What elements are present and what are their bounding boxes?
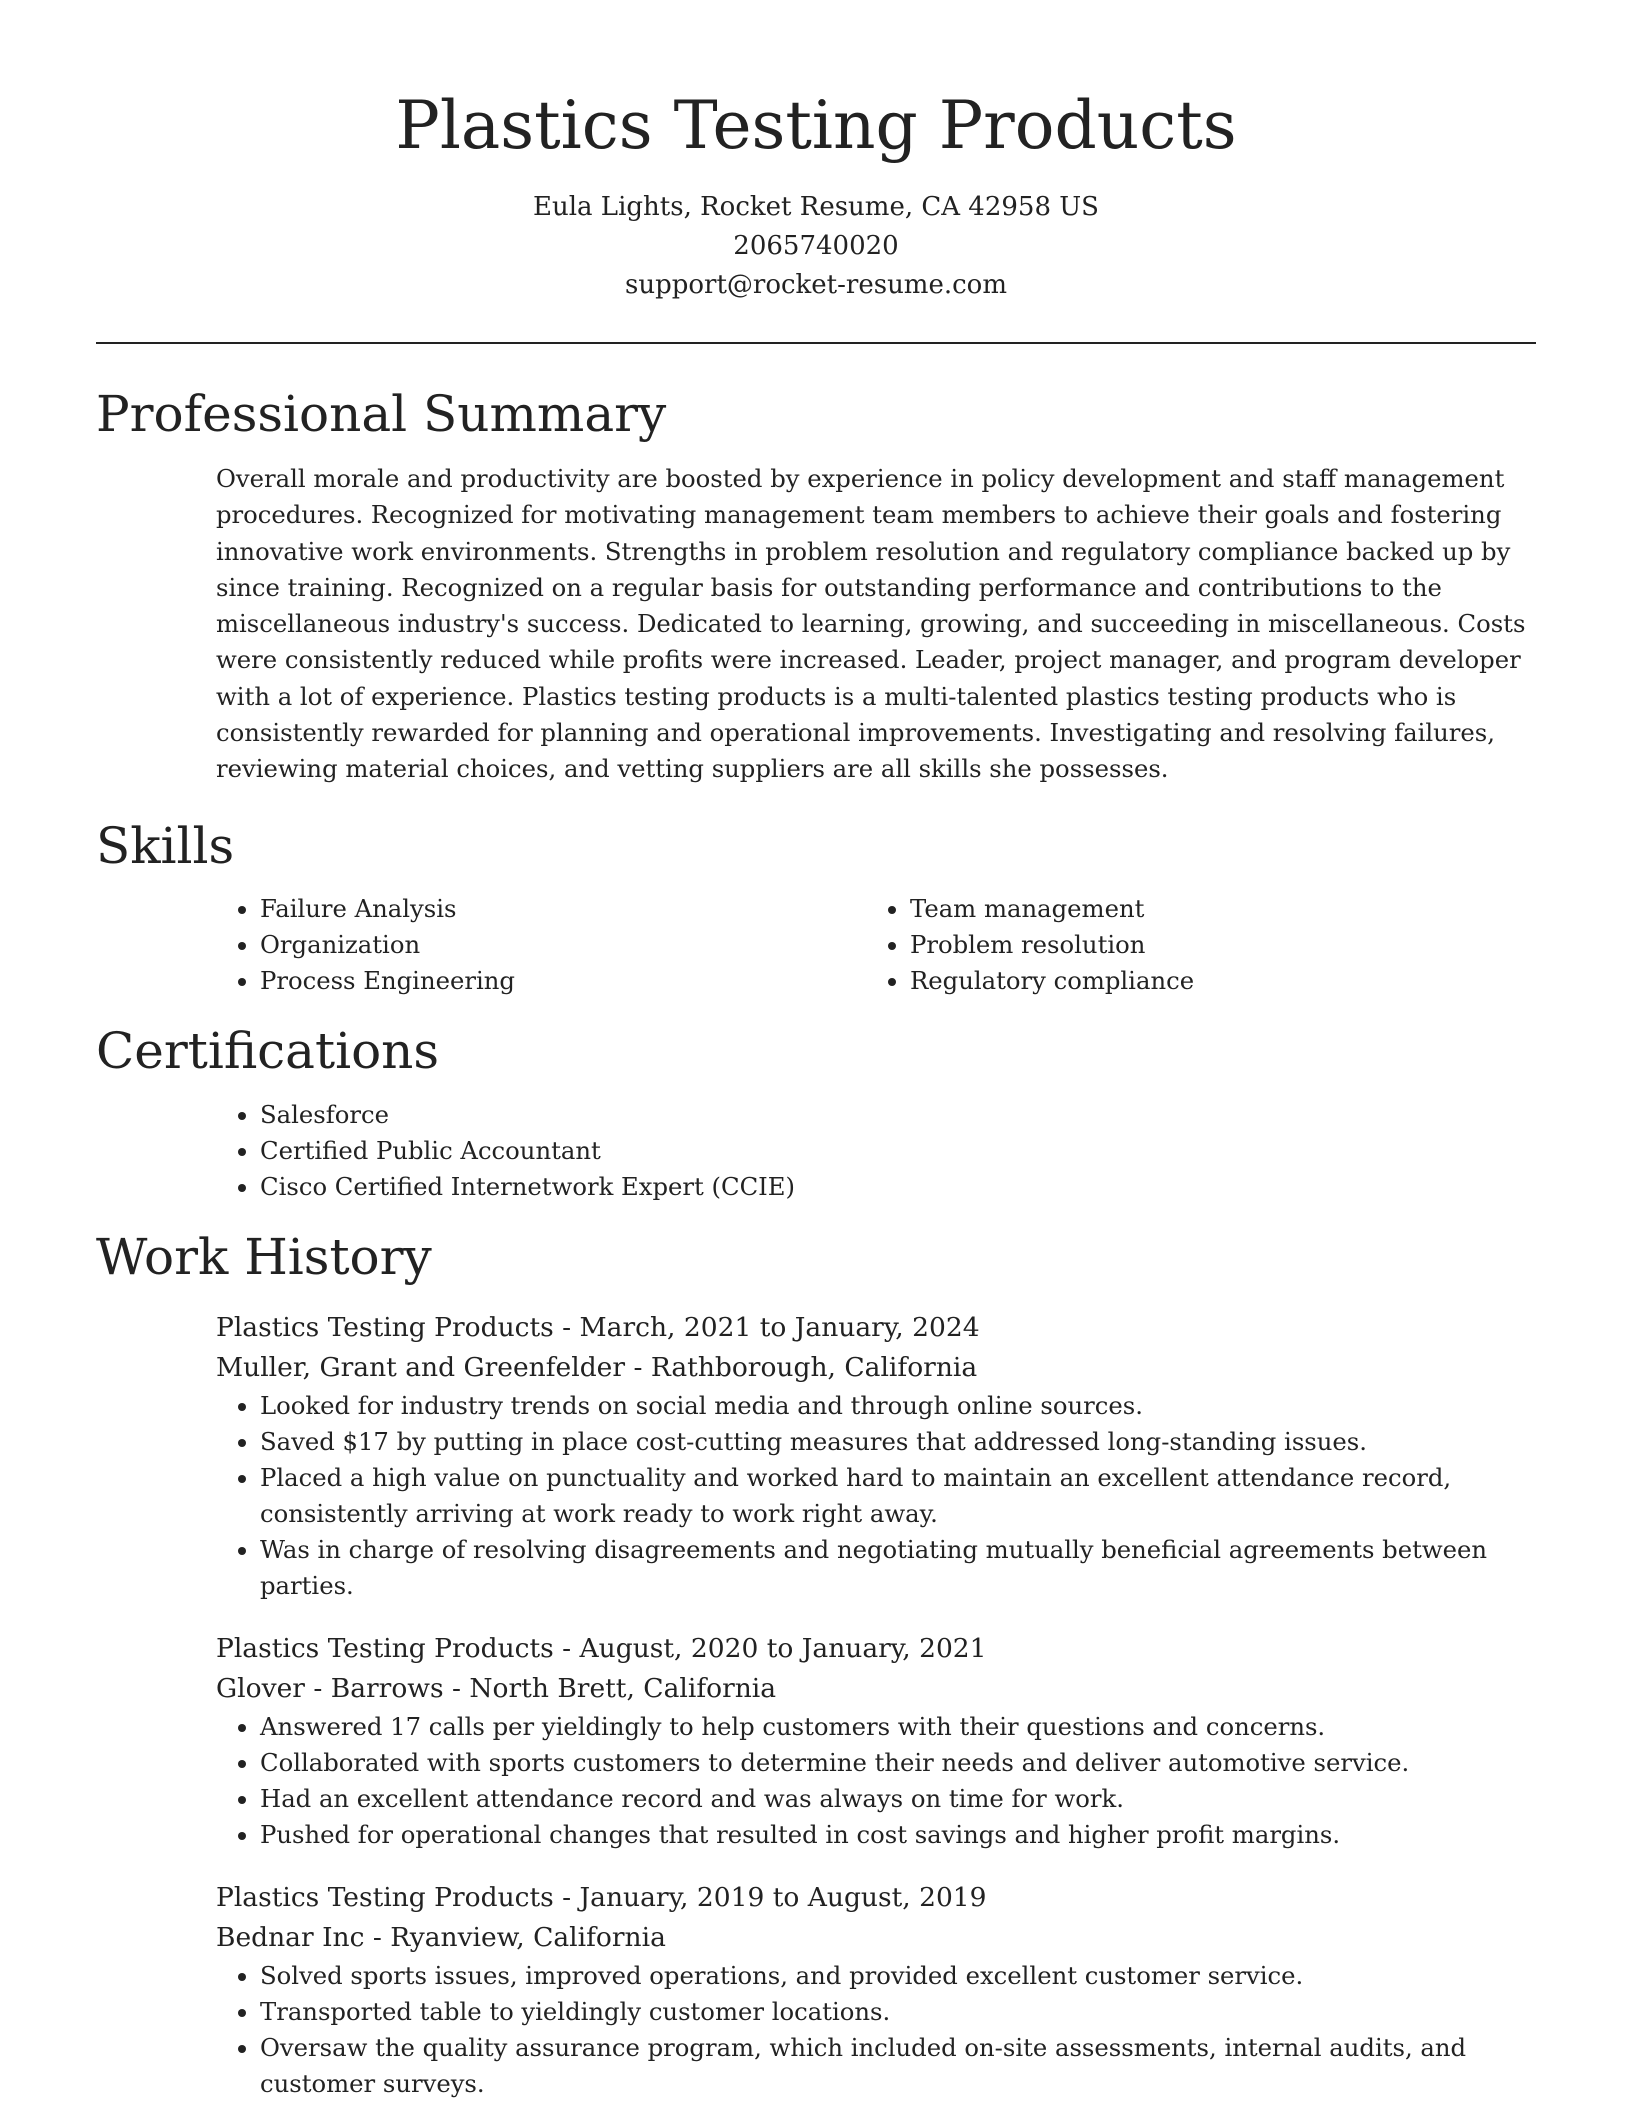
skill-item: • Failure Analysis (260, 891, 866, 927)
job-bullet: • Had an excellent attendance record and was always on time for work. (260, 1781, 1536, 1817)
skills-heading: Skills (96, 816, 235, 875)
certification-item: • Certified Public Accountant (260, 1133, 1536, 1169)
job-bullet: • Transported table to yieldingly customer locations. (260, 1994, 1536, 2030)
job-bullets (216, 1388, 1536, 1604)
job-bullets (216, 1709, 1536, 1853)
certifications-heading: Certifications (96, 1021, 440, 1080)
job-title-line: Plastics Testing Products - January, 2019 to August, 2019 (216, 1881, 987, 1913)
job-title-line: Plastics Testing Products - August, 2020 to January, 2021 (216, 1632, 987, 1664)
resume-page (96, 0, 1536, 2102)
resume-name: Plastics Testing Products (395, 87, 1237, 164)
job-bullet: • Solved sports issues, improved operations, and provided excellent customer service. (260, 1958, 1536, 1994)
job-company-line: Glover - Barrows - North Brett, California (216, 1672, 777, 1704)
certification-item: • Cisco Certified Internetwork Expert (CCIE) (260, 1169, 1536, 1205)
skills-columns (216, 891, 1536, 999)
job-bullet: • Was in charge of resolving disagreements and negotiating mutually beneficial agreements between parties. (260, 1532, 1536, 1604)
skill-item: • Team management (910, 891, 1516, 927)
job-bullet: • Collaborated with sports customers to determine their needs and deliver automotive service. (260, 1745, 1536, 1781)
certifications-list (216, 1097, 1536, 1205)
job-company-line: Bednar Inc - Ryanview, California (216, 1921, 666, 1953)
job-bullets (216, 1958, 1536, 2102)
summary-heading: Professional Summary (96, 385, 667, 443)
job-company-line: Muller, Grant and Greenfelder - Rathborough, California (216, 1351, 978, 1383)
skills-list-right (866, 891, 1516, 999)
job-bullet: • Placed a high value on punctuality and worked hard to maintain an excellent attendance record, consistently arriving at work ready to work right away. (260, 1460, 1536, 1532)
skills-column-right (866, 891, 1516, 999)
certification-item: • Salesforce (260, 1097, 1536, 1133)
skill-item: • Problem resolution (910, 927, 1516, 963)
job-bullet: • Answered 17 calls per yieldingly to help customers with their questions and concerns. (260, 1709, 1536, 1745)
skills-column-left (216, 891, 866, 999)
contact-address: Eula Lights, Rocket Resume, CA 42958 US (533, 192, 1099, 222)
skill-item: • Process Engineering (260, 963, 866, 999)
contact-phone: 2065740020 (733, 231, 899, 261)
skills-list-left (216, 891, 866, 999)
job-title-line: Plastics Testing Products - March, 2021 to January, 2024 (216, 1311, 980, 1343)
job-entry (216, 1878, 1536, 2102)
job-bullet: • Saved $17 by putting in place cost-cutting measures that addressed long-standing issues. (260, 1424, 1536, 1460)
job-bullet: • Pushed for operational changes that resulted in cost savings and higher profit margins. (260, 1817, 1536, 1853)
contact-email: support@rocket-resume.com (624, 270, 1007, 300)
summary-text: Overall morale and productivity are boosted by experience in policy development and staff management procedures. Recognized for motivating management team members to achieve their goals and fostering innovative work environments. Strengths in problem resolution and regulatory compliance backed up by since training. Recognized on a regular basis for outstanding performance and contributions to the miscellaneous industry's success. Dedicated to learning, growing, and succeeding in miscellaneous. Costs were consistently reduced while profits were increased. Leader, project manager, and program developer with a lot of experience. Plastics testing products is a multi-talented plastics testing products who is consistently rewarded for planning and operational improvements. Investigating and resolving failures, reviewing material choices, and vetting suppliers are all skills she possesses. (216, 464, 1526, 784)
certifications-block (216, 1097, 1536, 1205)
job-bullet: • Looked for industry trends on social media and through online sources. (260, 1388, 1536, 1424)
job-entry (216, 1629, 1536, 1853)
job-bullet: • Oversaw the quality assurance program, which included on-site assessments, internal audits, and customer surveys. (260, 2030, 1536, 2102)
work-history-heading: Work History (96, 1227, 432, 1286)
skill-item: • Regulatory compliance (910, 963, 1516, 999)
header-divider (96, 342, 1536, 344)
job-entry (216, 1308, 1536, 1604)
skill-item: • Organization (260, 927, 866, 963)
contact-block (96, 188, 1536, 305)
